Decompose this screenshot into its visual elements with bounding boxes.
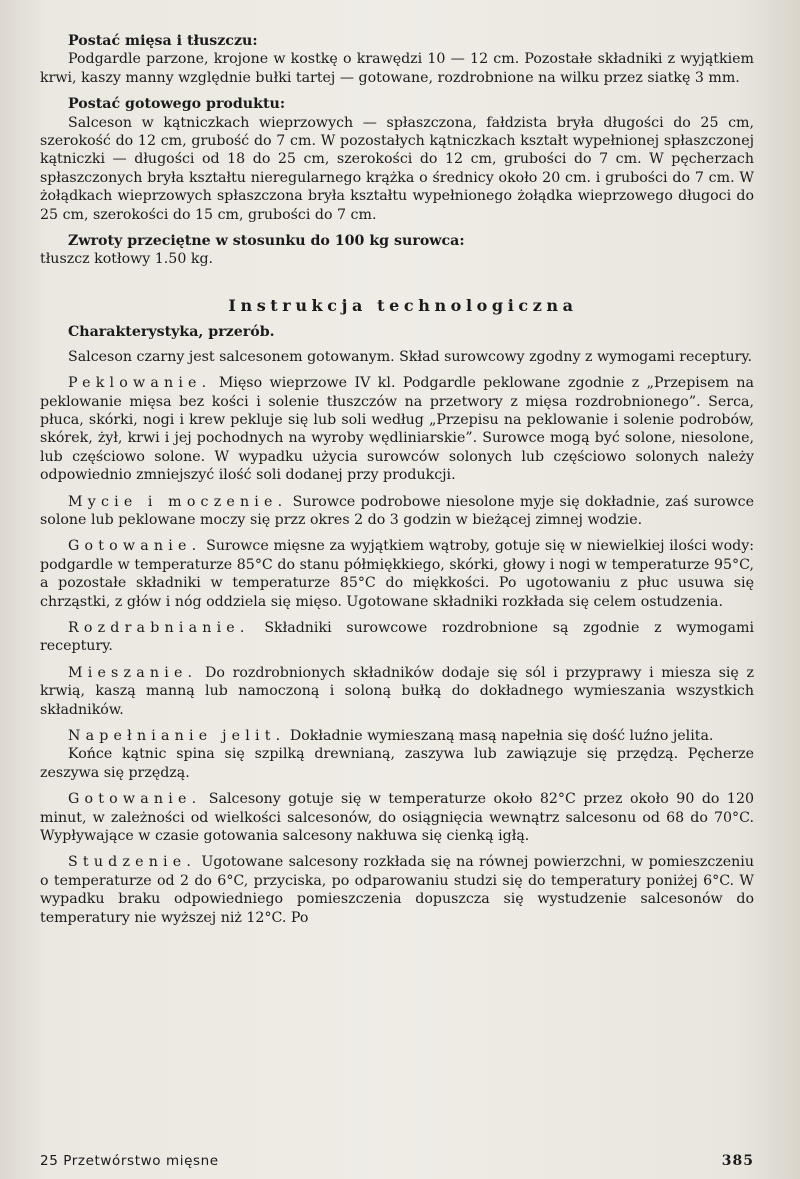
section-returns	[40, 232, 754, 269]
step-paragraph	[40, 619, 754, 656]
step-text: Mięso wieprzowe IV kl. Podgardle peklowane zgodnie z „Przepisem na peklowanie mięsa bez kości i solenie tłuszczów na przetwory z mięsa rozdrobnionego”. Serca, płuca, skórki, nogi i krew pekluje się lub soli według „Przepisu na peklowanie i solenie podrobów, skórek, żył, krwi i jej pochodnych na wyroby wędliniarskie”. Surowce mogą być solone, niesolone, lub częściowo solone. W wypadku użycia surowców solonych lub częściowo solonych należy odpowiednio zmniejszyć ilość soli dodanej przy produkcji.	[40, 375, 754, 484]
instruction-title: Instrukcja technologiczna	[228, 295, 578, 315]
step-paragraph	[40, 374, 754, 484]
section-heading: Zwroty przeciętne w stosunku do 100 kg surowca:	[68, 233, 465, 250]
section-text: Salceson w kątniczkach wieprzowych — spłaszczona, fałdzista bryła długości do 25 cm, szerokość do 12 cm, grubość do 7 cm. W pozostałych kątniczkach kształt wypełnionej spłaszczonej kątniczki — długości od 18 do 25 cm, szerokości do 12 cm, grubości do 7 cm. W pęcherzach spłaszczonych bryła kształtu nieregularnego krążka o średnicy około 20 cm. i grubości do 7 cm. W żołądkach wieprzowych spłaszczona bryła kształtu wypełnionego żołądka wieprzowego długoci do 25 cm, szerokości do 15 cm, grubości do 7 cm.	[40, 114, 754, 223]
section-product-form	[40, 95, 754, 224]
characteristics-heading: Charakterystyka, przerób.	[68, 324, 275, 341]
step-text: Surowce mięsne za wyjątkiem wątroby, gotuje się w niewielkiej ilości wody: podgardle w temperaturze 85°C do stanu półmiękkiego, skórki, głowy i nogi w temperaturze 95°C, a pozostałe składniki w temperaturze 85°C do miękkości. Po ugotowaniu z płuc usuwa się chrząstki, z głów i nóg oddziela się mięso. Ugotowane składniki rozkłada się celem ostudzenia.	[40, 538, 754, 610]
section-heading: Postać mięsa i tłuszczu:	[68, 33, 258, 49]
section-meat-form	[40, 32, 754, 87]
step-text: Składniki surowcowe rozdrobnione są zgodnie z wymogami receptury.	[40, 619, 754, 655]
step-paragraph	[40, 853, 754, 927]
section-text: Podgardle parzone, krojone w kostkę o krawędzi 10 — 12 cm. Pozostałe składniki z wyjątkiem krwi, kaszy manny względnie bułki tartej — gotowane, rozdrobnione na wilku przez siatkę 3 mm.	[40, 51, 754, 86]
step-label: Mycie i moczenie.	[68, 493, 288, 510]
step-paragraph	[40, 493, 754, 530]
section-text: tłuszcz kotłowy 1.50 kg.	[40, 251, 214, 268]
step-text: Dokładnie wymieszaną masą napełnia się dość luźno jelita.	[285, 728, 714, 744]
step-label: Mieszanie.	[68, 664, 198, 681]
step-label: Studzenie.	[68, 854, 197, 871]
footer-signature: 25 Przetwórstwo mięsne	[40, 1153, 219, 1169]
step-text: Do rozdrobnionych składników dodaje się sól i przyprawy i miesza się z krwią, kaszą manną lub namoczoną i soloną bułką do dokładnego wymieszania wszystkich składników.	[40, 664, 754, 718]
step-paragraph	[40, 664, 754, 719]
step-paragraph	[40, 727, 754, 745]
step-paragraph	[40, 790, 754, 845]
step-label: Rozdrabnianie.	[68, 619, 250, 636]
step-text: Surowce podrobowe niesolone myje się dokładnie, zaś surowce solone lub peklowane moczy się przz okres 2 do 3 godzin w bieżącej zimnej wodzie.	[40, 493, 754, 528]
step-extra-text: Końce kątnic spina się szpilką drewnianą, zaszywa lub zawiązuje się przędzą. Pęcherze zeszywa się przędzą.	[40, 746, 754, 781]
step-text: Ugotowane salcesony rozkłada się na równej powierzchni, w pomieszczeniu o temperaturze od 2 do 6°C, przyciska, po odparowaniu studzi się do temperatury poniżej 6°C. W wypadku braku odpowiedniego pomieszczenia dopuszcza się wystudzenie salcesonów do temperatury nie wyższej niż 12°C. Po	[40, 854, 754, 926]
step-paragraph	[40, 537, 754, 611]
page-footer	[40, 1152, 754, 1170]
step-text: Salcesony gotuje się w temperaturze około 82°C przez około 90 do 120 minut, w zależności od wielkości salcesonów, do osiągnięcia wewnątrz salcesonu od 68 do 70°C. Wypływające w czasie gotowania salcesony nakłuwa się cienką igłą.	[40, 791, 754, 845]
step-label: Peklowanie.	[68, 375, 212, 392]
intro-text: Salceson czarny jest salcesonem gotowanym. Skład surowcowy zgodny z wymogami receptury.	[68, 348, 753, 365]
step-label: Gotowanie.	[68, 791, 202, 808]
step-label: Napełnianie jelit.	[68, 728, 286, 744]
page-number: 385	[721, 1153, 754, 1169]
step-label: Gotowanie.	[68, 538, 202, 555]
section-heading: Postać gotowego produktu:	[68, 96, 286, 113]
